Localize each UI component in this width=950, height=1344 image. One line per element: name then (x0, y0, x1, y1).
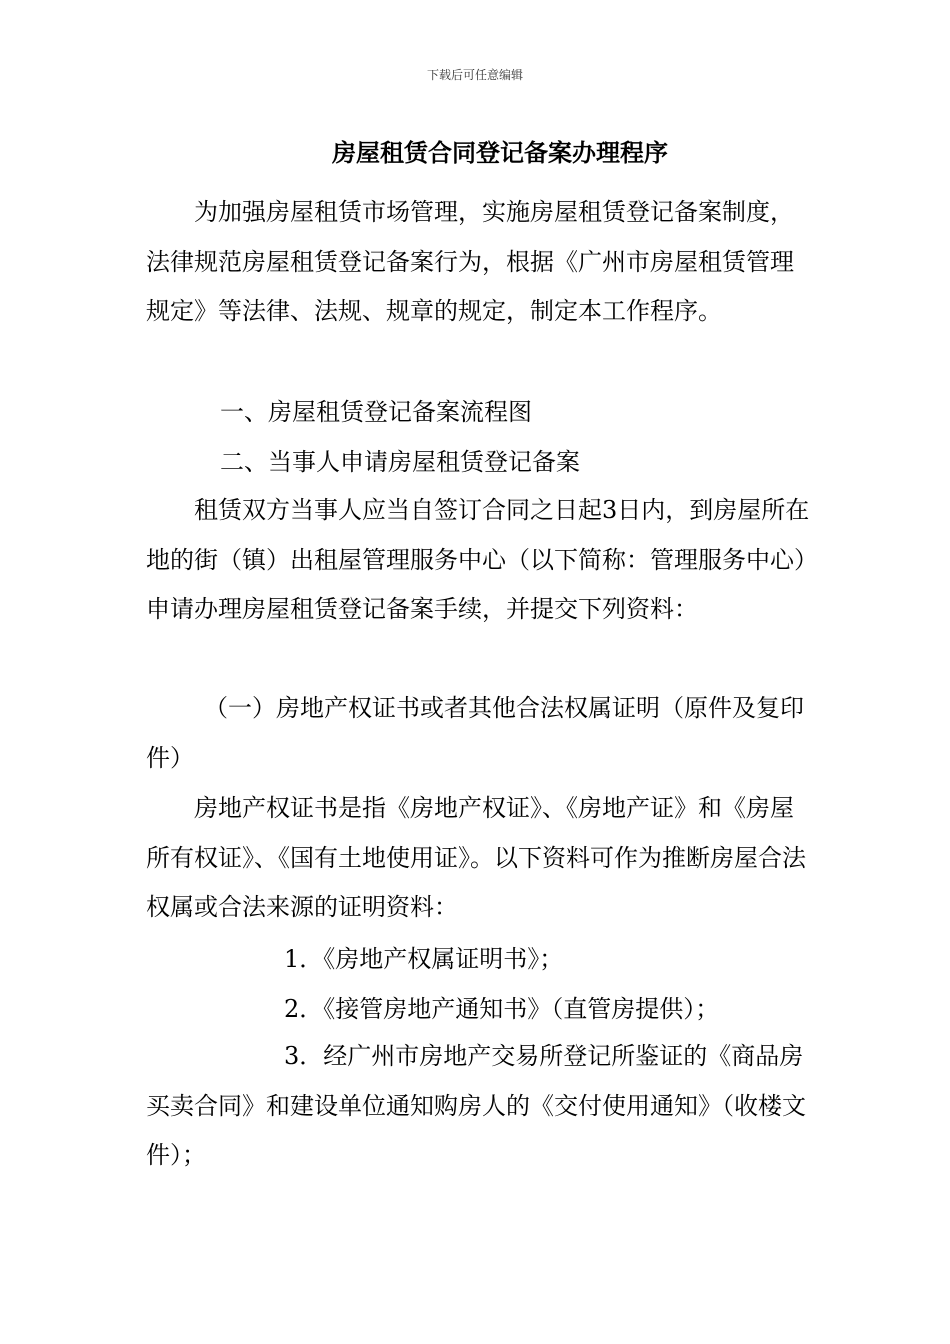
intro-paragraph: 为加强房屋租赁市场管理，实施房屋租赁登记备案制度，法律规范房屋租赁登记备案行为，根据《广州市房屋租赁管理规定》等法律、法规、规章的规定，制定本工作程序。 (146, 198, 794, 325)
list-item-2: 2．《接管房地产通知书》（直管房提供）； (284, 995, 720, 1023)
item-one-paragraph: （一）房地产权证书或者其他合法权属证明（原件及复印件） (146, 694, 804, 772)
section-heading-2: 二、当事人申请房屋租赁登记备案 (220, 448, 580, 476)
document-title: 房屋租赁合同登记备案办理程序 (332, 138, 668, 167)
section-heading-1: 一、房屋租赁登记备案流程图 (220, 398, 532, 426)
certificate-paragraph: 房地产权证书是指《房地产权证》、《房地产证》和《房屋所有权证》、《国有土地使用证》。以下资料可作为推断房屋合法权属或合法来源的证明资料： (146, 794, 806, 921)
header-note: 下载后可任意编辑 (426, 68, 523, 82)
apply-paragraph: 租赁双方当事人应当自签订合同之日起3日内，到房屋所在地的街（镇）出租屋管理服务中心（以下简称：管理服务中心）申请办理房屋租赁登记备案手续，并提交下列资料： (146, 496, 810, 623)
list-item-3: 3．经广州市房地产交易所登记所鉴证的《商品房买卖合同》和建设单位通知购房人的《交付使用通知》（收楼文件）； (146, 1042, 806, 1169)
list-item-1: 1．《房地产权属证明书》； (284, 945, 564, 973)
